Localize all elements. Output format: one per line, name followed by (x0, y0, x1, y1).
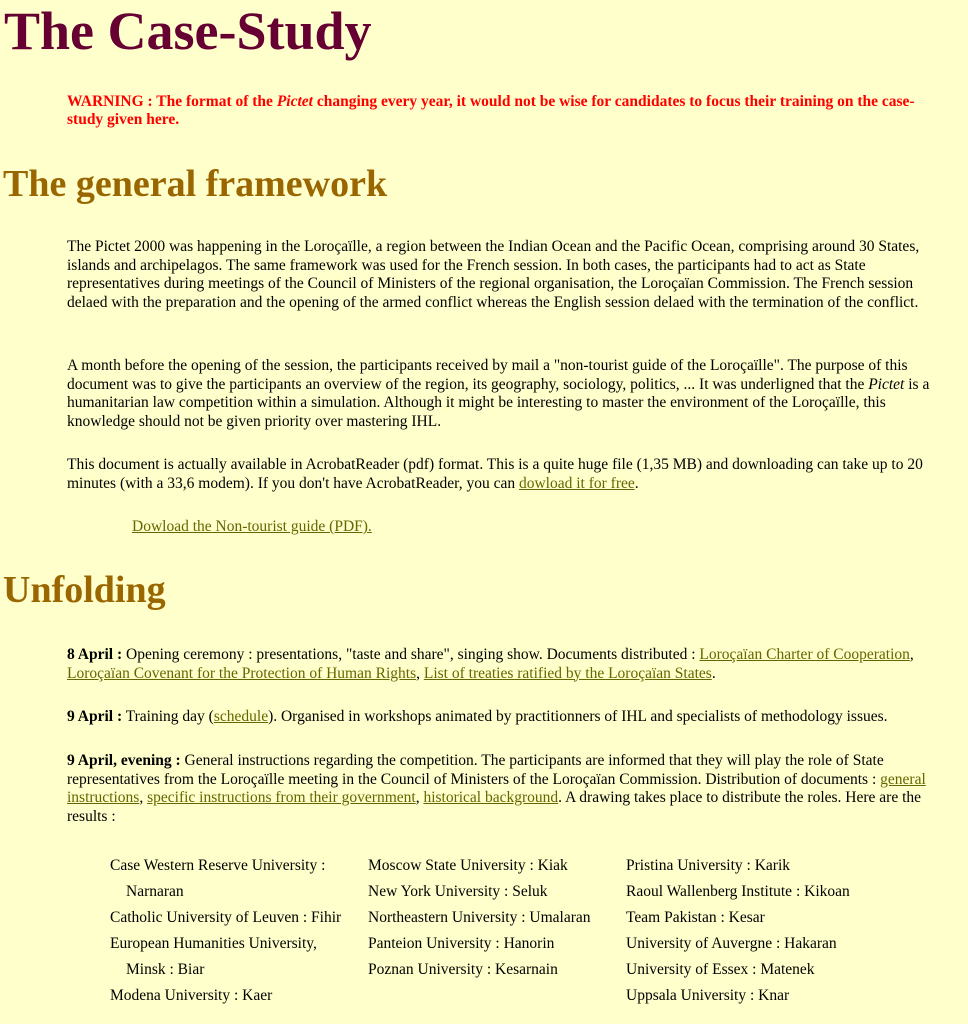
result-item: University of Auvergne : Hakaran (626, 935, 837, 952)
result-item: Catholic University of Leuven : Fihir (110, 909, 342, 926)
para3-text: This document is actually available in AcrobatReader (pdf) format. This is a quite huge file (1,35 MB) and downloading can take up to 20 minutes (with a 33,6 modem). If you don't have AcrobatReader, you can (67, 456, 923, 492)
separator: , (139, 789, 148, 806)
charter-link[interactable]: Loroçaïan Charter of Cooperation (699, 646, 910, 663)
day-9-april-evening (67, 752, 937, 826)
result-item: Team Pakistan : Kesar (626, 909, 765, 926)
acrobat-download-link[interactable]: dowload it for free (518, 474, 635, 492)
warning-italic-pictet: Pictet (276, 93, 313, 110)
para2-text-1: A month before the opening of the session, the participants received by mail a "non-tourist guide of the Loroçaïlle". The purpose of this document was to give the participants an overview of the region, its geography, sociology, politics, ... It was underligned that the (67, 357, 908, 393)
result-item: Uppsala University : Knar (626, 987, 790, 1004)
role-assignment-results (110, 853, 926, 1009)
day-9-april (67, 708, 937, 727)
schedule-link[interactable]: schedule (213, 708, 269, 725)
historical-background-link[interactable]: historical background (423, 789, 559, 806)
result-text-continued: Minsk : Biar (126, 961, 205, 978)
specific-instructions-link[interactable]: specific instructions from their government (147, 789, 416, 806)
result-item: Panteion University : Hanorin (368, 935, 555, 952)
results-column-2 (368, 853, 626, 1009)
framework-paragraph-2 (67, 357, 937, 431)
framework-paragraph-3 (67, 456, 937, 493)
result-item: University of Essex : Matenek (626, 961, 815, 978)
para2-text-2: is a humanitarian law competition within a simulation. Although it might be interesting to master the environment of the Loroçaïlle, this knowledge should not be given priority over mastering IHL. (67, 375, 930, 430)
result-item: New York University : Seluk (368, 883, 548, 900)
warning-text-prefix: WARNING : The format of the (67, 93, 277, 110)
day-label: 9 April : (67, 708, 123, 725)
section-heading-unfolding: Unfolding (3, 569, 166, 611)
result-item (110, 931, 368, 983)
day-text-2: . A drawing takes place to distribute the roles. Here are the results : (67, 789, 922, 825)
day-text: Opening ceremony : presentations, "taste and share", singing show. Documents distributed : (122, 646, 700, 663)
result-item: Moscow State University : Kiak (368, 857, 568, 874)
day-end: . (711, 664, 716, 682)
results-column-3 (626, 853, 926, 1009)
result-item: Poznan University : Kesarnain (368, 961, 558, 978)
para2-italic-pictet: Pictet (868, 375, 905, 393)
para3-end: . (634, 474, 639, 492)
result-text: Case Western Reserve University : (110, 857, 326, 874)
warning-notice (67, 93, 937, 129)
result-text-continued: Narnaran (126, 883, 184, 900)
result-item: Modena University : Kaer (110, 987, 273, 1004)
day-text-2: ). Organised in workshops animated by practitionners of IHL and specialists of methodology issues. (268, 708, 888, 725)
result-item: Raoul Wallenberg Institute : Kikoan (626, 883, 850, 900)
treaties-list-link[interactable]: List of treaties ratified by the Loroçaïan States (423, 664, 712, 682)
page-title: The Case-Study (4, 1, 372, 61)
day-label: 8 April : (67, 646, 123, 663)
day-label: 9 April, evening : (67, 752, 181, 769)
download-guide-pdf-link[interactable]: Dowload the Non-tourist guide (PDF). (132, 518, 372, 535)
separator: , (909, 646, 914, 663)
day-text: General instructions regarding the competition. The participants are informed that they will play the role of State representatives from the Loroçaïlle meeting in the Council of Ministers of the Loroçaïan Commission. Distribution of documents : (67, 752, 884, 788)
section-heading-general-framework: The general framework (3, 163, 388, 205)
general-instructions-link[interactable]: general instructions (67, 770, 926, 806)
result-item: Northeastern University : Umalaran (368, 909, 591, 926)
result-item (110, 853, 368, 905)
covenant-link[interactable]: Loroçaïan Covenant for the Protection of Human Rights (67, 664, 417, 682)
day-text: Training day ( (122, 708, 214, 725)
result-item: Pristina University : Karik (626, 857, 791, 874)
separator: , (415, 789, 424, 806)
result-text: European Humanities University, (110, 935, 317, 952)
framework-paragraph-1: The Pictet 2000 was happening in the Loroçaïlle, a region between the Indian Ocean and the Pacific Ocean, comprising around 30 States, islands and archipelagos. The same framework was used for the French session. In both cases, the participants had to act as State representatives during meetings of the Council of Ministers of the regional organisation, the Loroçaïan Commission. The French session delaed with the preparation and the opening of the armed conflict whereas the English session delaed with the termination of the conflict. (67, 238, 920, 311)
warning-text-suffix: changing every year, it would not be wise for candidates to focus their training on the case-study given here. (67, 93, 915, 128)
day-8-april (67, 646, 937, 683)
separator: , (416, 664, 424, 682)
results-column-1 (110, 853, 368, 1009)
